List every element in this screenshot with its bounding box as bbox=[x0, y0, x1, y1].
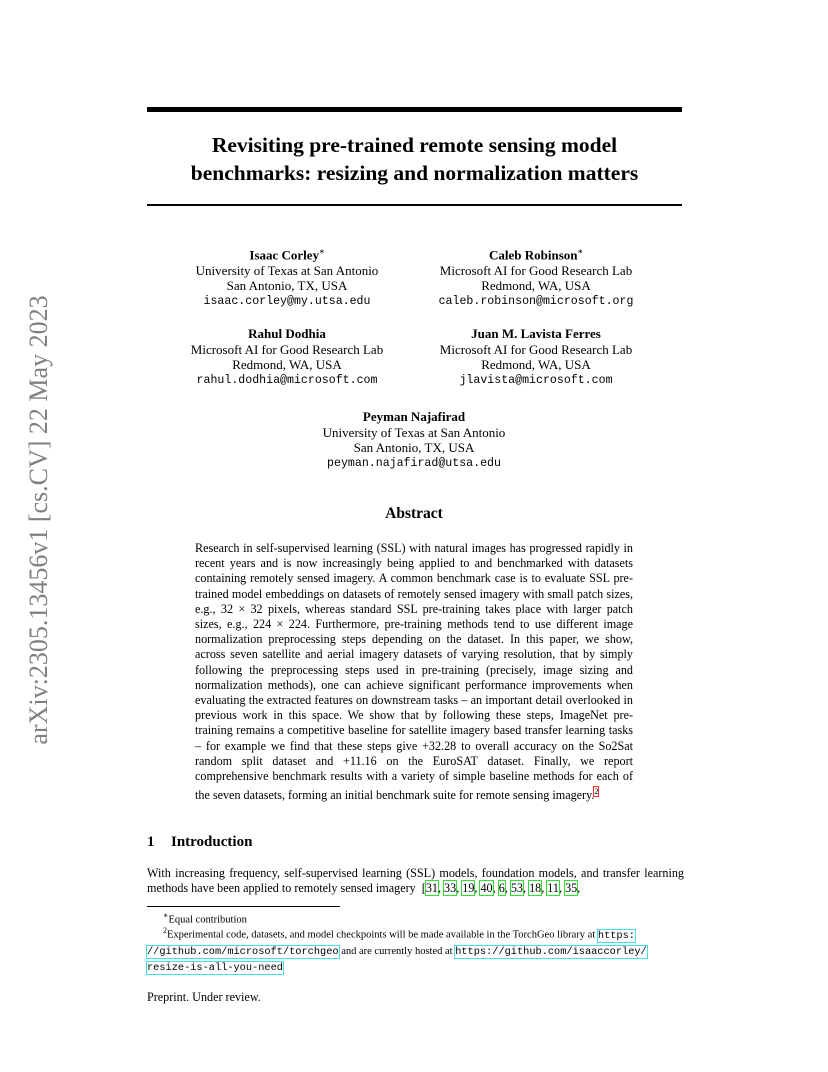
title-line-2: benchmarks: resizing and normalization matters bbox=[190, 161, 639, 185]
author-name: Rahul Dodhia bbox=[248, 326, 326, 341]
title-line-1: Revisiting pre-trained remote sensing model bbox=[211, 133, 618, 157]
author-block bbox=[157, 326, 417, 388]
citation-link[interactable]: 35 bbox=[565, 881, 578, 896]
url-link[interactable]: //github.com/microsoft/torchgeo bbox=[147, 945, 339, 958]
author-email[interactable]: caleb.robinson@microsoft.org bbox=[438, 294, 634, 308]
citation-link[interactable]: 53 bbox=[510, 881, 523, 896]
author-email[interactable]: peyman.najafirad@utsa.edu bbox=[327, 456, 501, 470]
citation-link[interactable]: 40 bbox=[480, 881, 493, 896]
citation-link[interactable]: 18 bbox=[529, 881, 542, 896]
footnote-text: Equal contribution bbox=[168, 914, 247, 926]
citation-link[interactable]: 19 bbox=[462, 881, 475, 896]
equal-contribution-mark: ∗ bbox=[577, 247, 584, 256]
author-location: San Antonio, TX, USA bbox=[226, 278, 348, 294]
author-location: San Antonio, TX, USA bbox=[353, 440, 475, 455]
intro-paragraph: With increasing frequency, self-supervised learning (SSL) models, foundation models, and transfer learning methods have been applied to remotely sensed imagery [31, 33, 19, 40, 6, 53, 18, 11, 35, bbox=[147, 866, 684, 896]
footnote-rule bbox=[147, 906, 340, 907]
intro-text: With increasing frequency, self-supervised learning (SSL) models, foundation models, and transfer learning methods have been applied to remotely sensed imagery bbox=[147, 866, 684, 896]
author-block bbox=[284, 409, 544, 471]
paper-title bbox=[147, 131, 682, 187]
footnote-text: Experimental code, datasets, and model checkpoints will be made available in the TorchGeo library at bbox=[167, 929, 596, 941]
author-affiliation: University of Texas at San Antonio bbox=[195, 262, 379, 278]
author-email[interactable]: isaac.corley@my.utsa.edu bbox=[203, 294, 371, 308]
author-affiliation: University of Texas at San Antonio bbox=[322, 424, 506, 440]
abstract-heading: Abstract bbox=[385, 505, 443, 522]
author-name: Juan M. Lavista Ferres bbox=[471, 326, 601, 341]
author-location: Redmond, WA, USA bbox=[232, 357, 342, 372]
section-title: Introduction bbox=[171, 834, 253, 850]
author-block bbox=[406, 326, 666, 388]
footnote bbox=[147, 923, 684, 976]
url-link[interactable]: https://github.com/isaaccorley/ bbox=[455, 945, 647, 958]
author-affiliation: Microsoft AI for Good Research Lab bbox=[439, 262, 633, 278]
abstract-text: Research in self-supervised learning (SSL) with natural images has progressed rapidly in recent years and is now increasingly being applied to and benchmarked with datasets containing remotely sensed imagery. A common benchmark case is to evaluate SSL pre-trained model embeddings on datasets of remotely sensed imagery with small patch sizes, e.g., 32 × 32 pixels, whereas standard SSL pre-training takes place with larger patch sizes, e.g., 224 × 224. Furthermore, pre-training methods tend to use different image normalization preprocessing steps depending on the dataset. In this paper, we show, across seven satellite and aerial imagery datasets of varying resolution, that by simply following the preprocessing steps used in pre-training (precisely, image sizing and normalization methods), one can achieve significant performance improvements when evaluating the extracted features on downstream tasks – an important detail overlooked in previous work in this space. We show that by following these steps, ImageNet pre-training remains a competitive baseline for satellite imagery based transfer learning tasks – for example we find that these steps give +32.28 to overall accuracy on the So2Sat random split dataset and +11.16 on the EuroSAT dataset. Finally, we report comprehensive benchmark results with a variety of simple baseline methods for each of the seven datasets, forming an initial benchmark suite for remote sensing imagery. bbox=[195, 541, 633, 803]
url-link[interactable]: resize-is-all-you-need bbox=[147, 961, 283, 974]
citation-link[interactable]: 31 bbox=[425, 881, 438, 896]
footnote-text: and are currently hosted at bbox=[341, 945, 453, 957]
author-location: Redmond, WA, USA bbox=[481, 357, 591, 372]
title-top-rule bbox=[147, 107, 682, 112]
citation-link[interactable]: 33 bbox=[444, 881, 457, 896]
author-affiliation: Microsoft AI for Good Research Lab bbox=[190, 341, 384, 357]
author-name: Peyman Najafirad bbox=[362, 409, 466, 424]
url-link[interactable]: https: bbox=[597, 929, 635, 942]
title-bottom-rule bbox=[147, 204, 682, 206]
author-email[interactable]: rahul.dodhia@microsoft.com bbox=[196, 373, 378, 387]
footnote-mark: 2 bbox=[163, 926, 167, 935]
abstract-body bbox=[195, 541, 633, 804]
author-email[interactable]: jlavista@microsoft.com bbox=[459, 373, 613, 387]
preprint-note: Preprint. Under review. bbox=[147, 990, 261, 1004]
section-heading bbox=[147, 834, 252, 851]
author-block bbox=[406, 244, 666, 309]
author-name: Caleb Robinson bbox=[488, 247, 578, 263]
citation-link[interactable]: 11 bbox=[547, 881, 559, 896]
equal-contribution-mark: ∗ bbox=[319, 247, 325, 256]
author-affiliation: Microsoft AI for Good Research Lab bbox=[439, 341, 633, 357]
author-location: Redmond, WA, USA bbox=[481, 278, 591, 294]
section-number: 1 bbox=[147, 834, 155, 850]
author-name: Isaac Corley bbox=[249, 247, 320, 263]
footnote-mark: ∗ bbox=[163, 911, 169, 920]
author-block bbox=[157, 244, 417, 309]
arxiv-identifier: arXiv:2305.13456v1 [cs.CV] 22 May 2023 bbox=[24, 295, 53, 745]
footnote-link[interactable]: 2 bbox=[594, 787, 599, 797]
citation-link[interactable]: 6 bbox=[498, 881, 505, 896]
